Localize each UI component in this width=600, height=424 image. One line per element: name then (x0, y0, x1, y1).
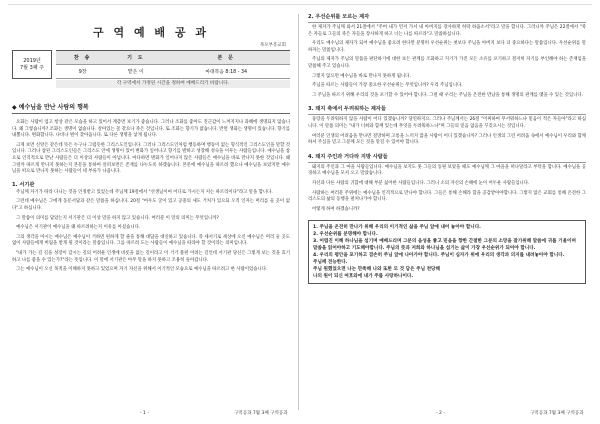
item-text-3 (308, 117, 586, 146)
date-week: 7월 3째 주 (19, 64, 45, 71)
paragraph: 사람하는 여러분 주위에는 예수님을 인격적으로 만나야 합니다. 그들은 통해 손해라 함을 공감받아야합니다. 그렇지 않은 교회를 통해 온전한 그리스도의 삶의 동행을 펼쳐나가야 합니다. (308, 190, 586, 203)
paragraph: 그 말씀이 의미를 담았는지 서기관은 더 이상 말을 하지 않고 있습니다. 여러분 이 말의 의미는 무엇입니까? (16, 215, 219, 221)
paragraph: 자신과 다른 사람의 귀함에 대해 부분 싫어한 사람들입니다. 그러니 소의 자신의 손해에 눈이 어두운 사람들입니다. (312, 180, 530, 186)
paragraph: 한 제자가 주님께 와서 21절에서 "주여 내가 먼저 가서 내 아버지를 장사하게 허락 하옵소서"라고 말을 합니다. 그러니까 주님은 22절에서 "죽은 자들로 그들의 죽은 자들을 장사하게 하고 너는 나를 따르라"고 말씀하십니다. (308, 25, 586, 37)
page-number-right: - 2 - (436, 411, 445, 416)
service-table (56, 50, 290, 79)
right-column (308, 6, 586, 416)
edition-left: 구역공과 7월 3째 구역공과 (234, 411, 288, 416)
paragraph: 크게 보면 신앙은 같은데 뜻은 누구나 그럼듯한 그리스도인입니다. 그러나 그리스도인처럼 행동하며 행동이 없는 형식적인 그리스도인을 말할 것입니다. 그러나 참된 그리스도인들은 그리스도 안에 생명이 있어 변화가 일어나고 향기를 발하고 성장해 성숙을 이루는 사람들입니다. 예수님을 참으로 인격적으로 만난 사람들은 더 이상의 사람들이 아닙니다. 마다하면 변화가 일어나지 않은 사람들은 예수님을 바로 만나지 못한 것입니다. 왜 그럴까 따르게 만나지 못하는지 본문을 통하여 살펴보면은 존재를 나누도록 하겠습니다. 본문에 예수님을 따르려 했으나 예수님을 보았지만 예수님을 떠으로 만나지 못하는 사람들이 네 부류가 나옵니다. (12, 142, 290, 175)
item-title-3: 3. 돼지 축에서 두려워하는 제자들 (308, 106, 386, 113)
prayer-item: 주님께 전능한다. (313, 260, 348, 266)
prayer-box (308, 220, 586, 284)
date-year: 2019년 (23, 57, 41, 64)
paragraph: 그런데 예수님은 그에게 동문서답과 같은 말씀을 하십니다. 20절 "여우도 굴이 있고 공중의 새도 거처가 있으되 오직 인자는 머리를 둘 곳이 없다"고 하십니다. (12, 199, 290, 211)
prayer-item: 나의 원이 되신 여호와에 내가 주를 사랑하나이다. (313, 274, 414, 280)
subsection-title-1: 1. 서기관 (12, 181, 35, 188)
paragraph: "내가 가는 길 길을 성장이 감시는 길의 어려운 인생에 비롯을 없는 길이라고 이 거기 불편 어려는 길인데 서기관 당신은 그렇게 보는 것을 효기하고 나를 좋을 수 있는가?"라는 뜻입니다. 이 말에 서기관은 아무 말을 하지 못하고 조용히 돌아갑니다. (12, 250, 290, 263)
date-box (12, 50, 52, 79)
item-divider-2 (308, 22, 586, 23)
service-info (12, 50, 290, 79)
document-title: 구 역 예 배 공 과 (93, 26, 209, 39)
prayer-item: 1. 주님을 온전히 만나가 위해 우리의 이기적인 삶을 주님 앞에 내어 놓아야 합니다. (313, 225, 481, 231)
item-title-2: 2. 우선순위를 모르는 제자 (308, 14, 370, 20)
prayer-item: 3. 어렵진 이해 하나님을 섬기며 예배드리며 그분의 음성을 좋고 믿음을 향한 간절한 그분의 소망을 잘가위해 말씀에 귀를 기울이며 말씀을 읽어야하고 기도해야합니다. 주님의 뜻과 저희와 하나님을 섬기는 삶이 가장 우선순위가 되어야 합니다. (313, 239, 576, 252)
prayer-header: 기 도 (109, 51, 162, 65)
column-divider (298, 14, 299, 410)
paragraph: 요화는 사람이 엄고 항상 같은 모습을 하고 있어서 계층면 보기가 좋습니다. 그러나 조화를 좋아도 진근감이 느껴지지나 과해에 생명되지 않습니다. 왜 그렇습니까? 조화는 생명이 없습니다. 살아있는 꽃 같으나 죽은 것입니다. 또 조화는 향기가 없습니다. 반면 생화는 생명이 있습니다. 향기를 내뿜니다. 변화합니다. 나비나 벌이 찾아옵니다. 또 다른 생명을 낳게 됩니다. (12, 120, 290, 139)
prayer-item: 2. 우선순위를 분명해야 합니다. (313, 232, 378, 238)
prayer-item: 주님 원했었으면 나는 만족해 나와 또한 모 것 담은 주님 천당해 (313, 267, 440, 273)
paragraph: 주님께 자기가 따라 다니는 것을 인정받고 있었는데 주님께 19절에서 "선생님이여 어디로 가시든지 저는 따르리이다"라고 말을 합니다. (16, 189, 273, 195)
edition-right: 구역공과 7월 3째 구역공과 (530, 411, 584, 416)
paragraph: 그렇지 않으면 예수님을 바로 만나지 못하게 됩니다. (312, 73, 411, 79)
left-column (12, 6, 290, 416)
hymn-value: 9장 (56, 65, 109, 79)
paragraph: 주님을 따르는 사람들이 가장 중요한 우선순위는 무엇입니까? 우리 주님입니다. (312, 83, 463, 89)
intro-text (12, 120, 290, 176)
paragraph: 그는 예수님이 오신 목적을 이해하지 못하고 있었으며 자기 자신을 위해서 이기적인 모습으로 예수님을 따르려고 한 사람이었습니다. (16, 267, 268, 273)
item-text-4 (308, 165, 586, 214)
paragraph: 그 주님을 따르기 위해 우리의 것을 포기할 수 있어야 합니다. 그럴 때 우리는 주님을 온전한 만남을 통해 생명의 관계를 맺을 수 있는 것입니다. (312, 92, 584, 98)
section-title: ◆ 예수님을 만난 사람의 행복 (12, 104, 89, 111)
item-divider-4 (308, 162, 586, 163)
scripture-header: 본 문 (162, 51, 290, 65)
paragraph: 예수님은 서기관이 예수님을 왜 따르려하는지 이유를 아셨습니다. (16, 225, 141, 231)
prayer-value: 맡은 이 (109, 65, 162, 79)
paragraph: 풍랑을 두려워하지 않을 사람이 어디 있겠습니까? 당연하지요. 그러나 주님께서는 26절 "어찌하여 무서워하느냐 믿음이 적은 자들아"라고 하십니다. 이 말씀 의미는 "내가 너희와 함께 있는데 무엇을 두려워하느냐"며 그들의 믿음 없음을 꾸짖으시는 것입니다. (308, 117, 586, 129)
hymn-header: 찬 송 (56, 51, 109, 65)
subsection-text-1 (12, 190, 290, 274)
paragraph: 그의 생각을 아시는 예수님은 예수님이 거하면 편하게 할 줄을 통해 대답을 대신하고 있습니다. 즉 세서기로 세상에 오신 예수님은 머리 둘 곳도 없이 사람들에게 버림을 받게 될 것이라는 말씀입니다. 그를 따르려 도는 사람들이 예수님을 따라야 할 것이라는 의미입니다. (12, 234, 290, 247)
section-divider (12, 113, 290, 114)
item-text-2 (308, 25, 586, 99)
item-divider-3 (308, 114, 586, 115)
page-number-left: - 1 - (140, 411, 149, 416)
page-frame (8, 4, 592, 5)
scripture-value: 마태복음 8:18 - 34 (162, 65, 290, 79)
prayer-item: 4. 우리의 평안을 포기하고 겸손히 주님 앞에 나아가야 합니다. 주님이 십자가 위에 우리의 생각과 의지를 내려놓아야 합니다. (313, 253, 565, 259)
paragraph: 돼지의 주인과 그 마을 사람들입니다. 예수님을 보지도 못 그들의 동원 보았을 때도 예수님께 그 마을을 떠나달라고 부탁을 합니다. 예수님을 공경하고 예수님을 모셔 오고 말았습니다. (308, 164, 586, 177)
paragraph: 우리도 예수님의 제자가 되어 예수님을 좋으려 한다면 분명히 우선순위는 첫보다 주님을 아버지 보다 더 중요하다는 말씀입니다. 우선순위를 말하자는 말씀입니다. (308, 41, 586, 53)
item-title-4: 4. 돼지 주인과 거다라 지방 사람들 (308, 153, 388, 160)
paragraph: 여러분 인생의 어려움을 만나면 절망하며 고통을 느끼지 않을 사람이 어디 있겠습니까? 그러나 인생의 그런 어려움 속에서 예수님이 우리와 함께 하셔 주심을 믿고 그분께 모든 것을 맡길 수 있어야 합니다. (308, 133, 586, 146)
service-note: 각 구역에서 가정된 시간을 정하여 예배드리기 바랍니다. (56, 80, 290, 88)
paragraph: 어떻게 하여 하겠습니까? (312, 206, 360, 212)
paragraph: 주님의 제자가 주님의 말씀을 판단하기에 대한 보든 관계를 조화하고 지기가 가진 모든 소유를 포기하고 철저히 자기를 부인해야 하는 존재임을 말씀해 주고 있습니다. (308, 57, 586, 69)
church-name: 목포부흥교회 (259, 43, 286, 48)
